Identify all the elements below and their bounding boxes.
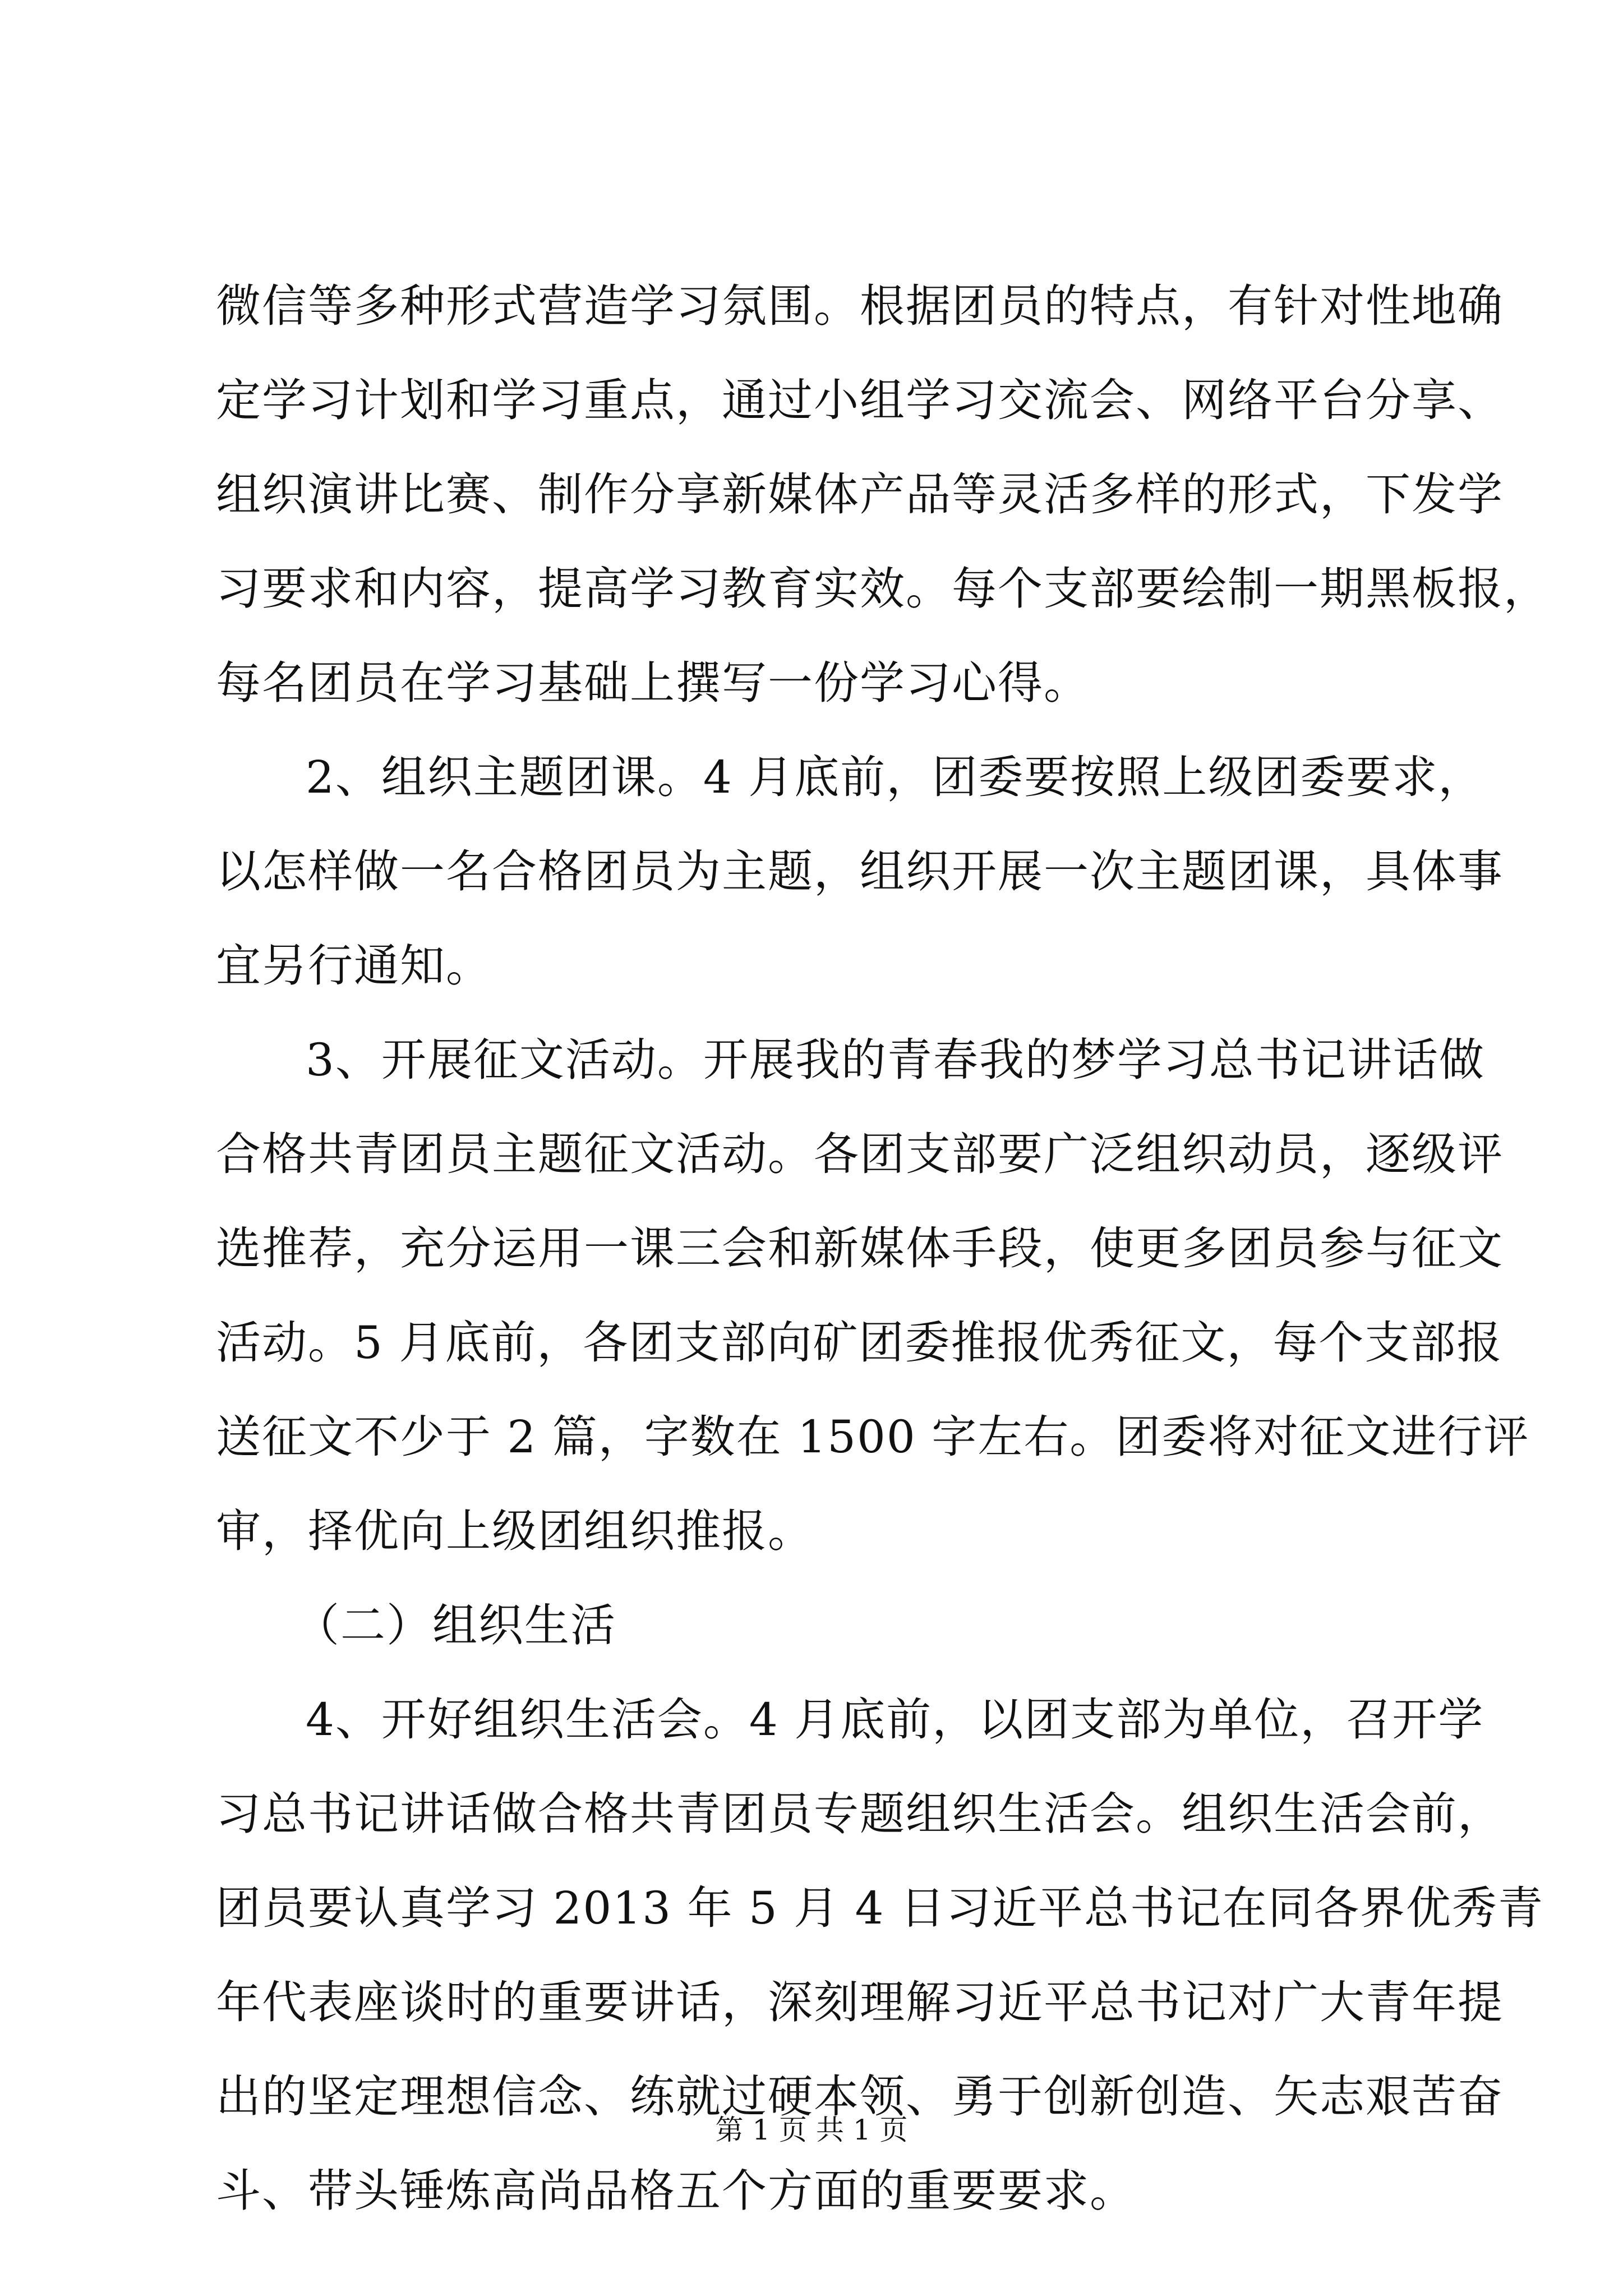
body-line: 宜另行通知。 [216, 940, 492, 992]
body-line: 习总书记讲话做合格共青团员专题组织生活会。组织生活会前， [216, 1788, 1504, 1840]
body-line: 4、开好组织生活会。4 月底前，以团支部为单位，召开学 [306, 1694, 1484, 1746]
body-line: 微信等多种形式营造学习氛围。根据团员的特点，有针对性地确 [216, 280, 1504, 332]
body-line: 活动。5 月底前，各团支部向矿团委推报优秀征文，每个支部报 [216, 1317, 1503, 1369]
section-heading: （二）组织生活 [294, 1599, 616, 1651]
body-line: 合格共青团员主题征文活动。各团支部要广泛组织动员，逐级评 [216, 1128, 1504, 1180]
page-footer: 第 1 页 共 1 页 [715, 2114, 908, 2146]
body-line: 习要求和内容，提高学习教育实效。每个支部要绘制一期黑板报， [216, 563, 1550, 615]
body-line: 以怎样做一名合格团员为主题，组织开展一次主题团课，具体事 [216, 845, 1504, 898]
body-line: 选推荐，充分运用一课三会和新媒体手段，使更多团员参与征文 [216, 1222, 1504, 1274]
body-line: 3、开展征文活动。开展我的青春我的梦学习总书记讲话做 [306, 1034, 1485, 1086]
body-line: 出的坚定理想信念、练就过硬本领、勇于创新创造、矢志艰苦奋 [216, 2070, 1504, 2123]
body-line: 年代表座谈时的重要讲话，深刻理解习近平总书记对广大青年提 [216, 1976, 1504, 2028]
document-body [216, 259, 1550, 2238]
body-line: 定学习计划和学习重点，通过小组学习交流会、网络平台分享、 [216, 374, 1504, 426]
body-line: 每名团员在学习基础上撰写一份学习心得。 [216, 657, 1090, 709]
body-line: 团员要认真学习 2013 年 5 月 4 日习近平总书记在同各界优秀青 [216, 1882, 1544, 1934]
body-line: 审，择优向上级团组织推报。 [216, 1505, 814, 1557]
body-line: 送征文不少于 2 篇，字数在 1500 字左右。团委将对征文进行评 [216, 1411, 1530, 1463]
body-line: 组织演讲比赛、制作分享新媒体产品等灵活多样的形式，下发学 [216, 468, 1504, 521]
body-line: 2、组织主题团课。4 月底前，团委要按照上级团委要求， [306, 751, 1484, 803]
body-line: 斗、带头锤炼高尚品格五个方面的重要要求。 [216, 2165, 1136, 2217]
